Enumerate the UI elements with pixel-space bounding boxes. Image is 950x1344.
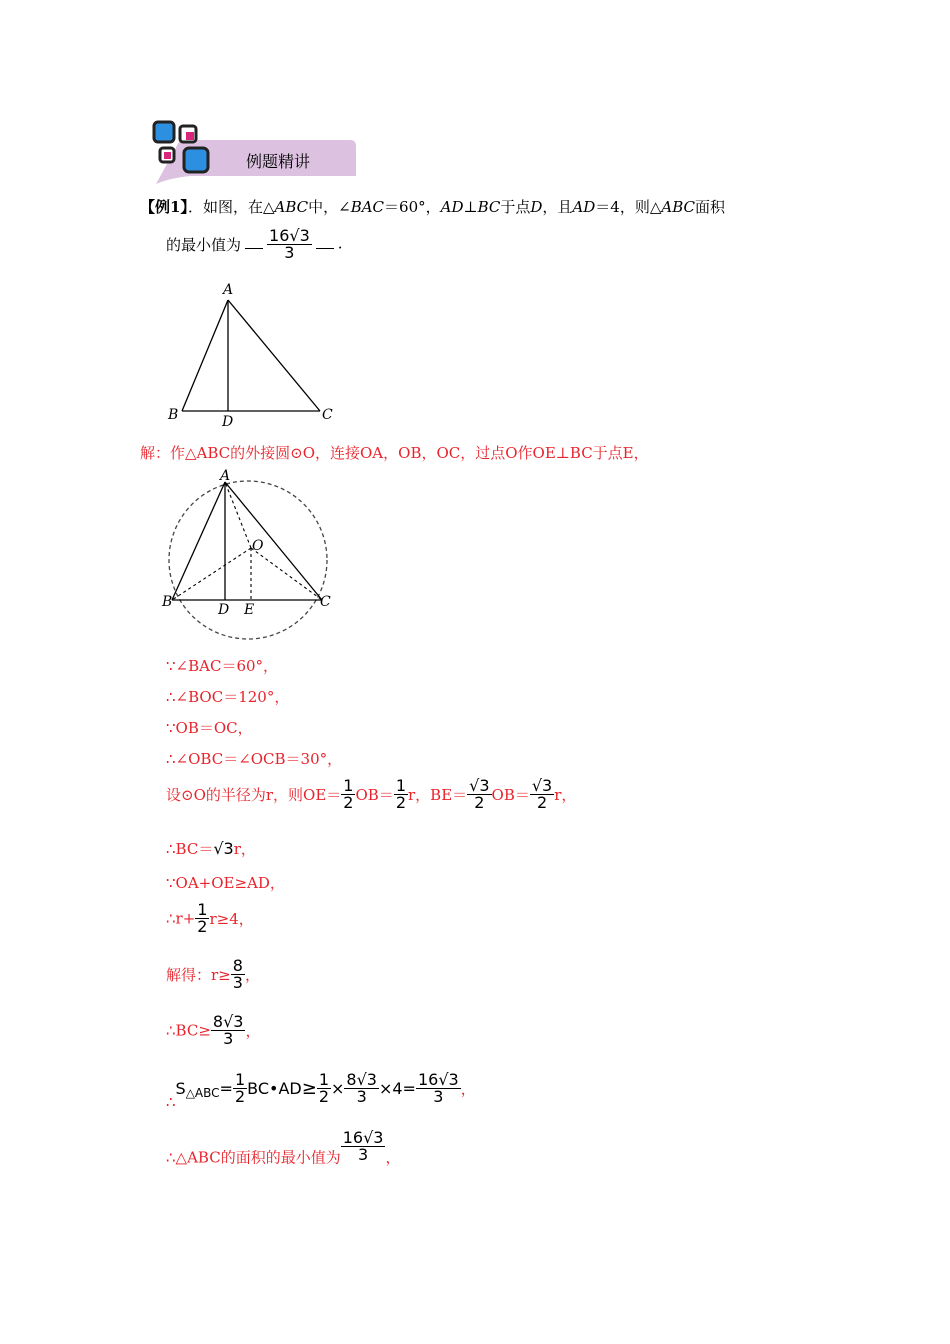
example-line-1: 【例1】．如图，在△ABC中，∠BAC＝60°，AD⊥BC于点D，且AD＝4，则△ABC面积: [140, 198, 726, 216]
label-c2: C: [320, 594, 331, 610]
answer-fraction: $\frac{16√3}{3}$: [269, 226, 310, 262]
step-3: ∵OB＝OC，: [166, 719, 253, 737]
triangle-figure: [160, 280, 350, 430]
step-9: 解得：r≥ $\frac{8}{3}$ ，: [166, 956, 260, 992]
step-8: ∴r+ $\frac{1}{2}$ r≥4，: [166, 900, 254, 936]
solution-intro: 解：作△ABC的外接圆⊙O，连接OA，OB，OC，过点O作OE⊥BC于点E，: [140, 444, 649, 462]
step-7: ∵OA+OE≥AD，: [166, 874, 285, 892]
step-2: ∴∠BOC＝120°，: [166, 688, 290, 706]
step-6: ∴BC＝√3r，: [166, 839, 256, 858]
step-1: ∵∠BAC＝60°，: [166, 657, 279, 675]
circumcircle-figure: [158, 462, 348, 647]
label-b2: B: [162, 594, 173, 610]
label-a2: A: [220, 468, 231, 484]
step-4: ∴∠OBC＝∠OCB＝30°，: [166, 750, 343, 768]
label-a: A: [223, 282, 234, 298]
example-label: 【例1】: [140, 198, 188, 216]
banner-title: 例题精讲: [246, 152, 311, 171]
label-e2: E: [244, 602, 255, 618]
label-c: C: [322, 407, 333, 423]
example-line-2: 的最小值为 $\frac{16√3}{3}$ .: [166, 226, 343, 262]
label-o2: O: [252, 538, 264, 554]
label-b: B: [168, 407, 179, 423]
step-12: ∴△ABC的面积的最小值为 $\frac{16√3}{3}$ ，: [166, 1128, 401, 1167]
section-banner: [150, 118, 360, 188]
label-d2: D: [218, 602, 230, 618]
step-10: ∴BC≥ $\frac{8√3}{3}$ ，: [166, 1012, 261, 1048]
label-d: D: [222, 414, 234, 430]
step-11: $\therefore S_{\triangle ABC}=$ $\frac{1}{2}$ BC•AD≥ $\frac{1}{2}$ × $\frac{8√3}{3}$ ×4= $\frac{16√3}{3}$ ，: [166, 1070, 476, 1111]
step-5: 设⊙O的半径为r，则OE＝ $\frac{1}{2}$ OB＝ $\frac{1}{2}$ r，BE＝ $\frac{√3}{2}$ OB＝ $\frac{√3}{2}$ r，: [166, 776, 577, 812]
